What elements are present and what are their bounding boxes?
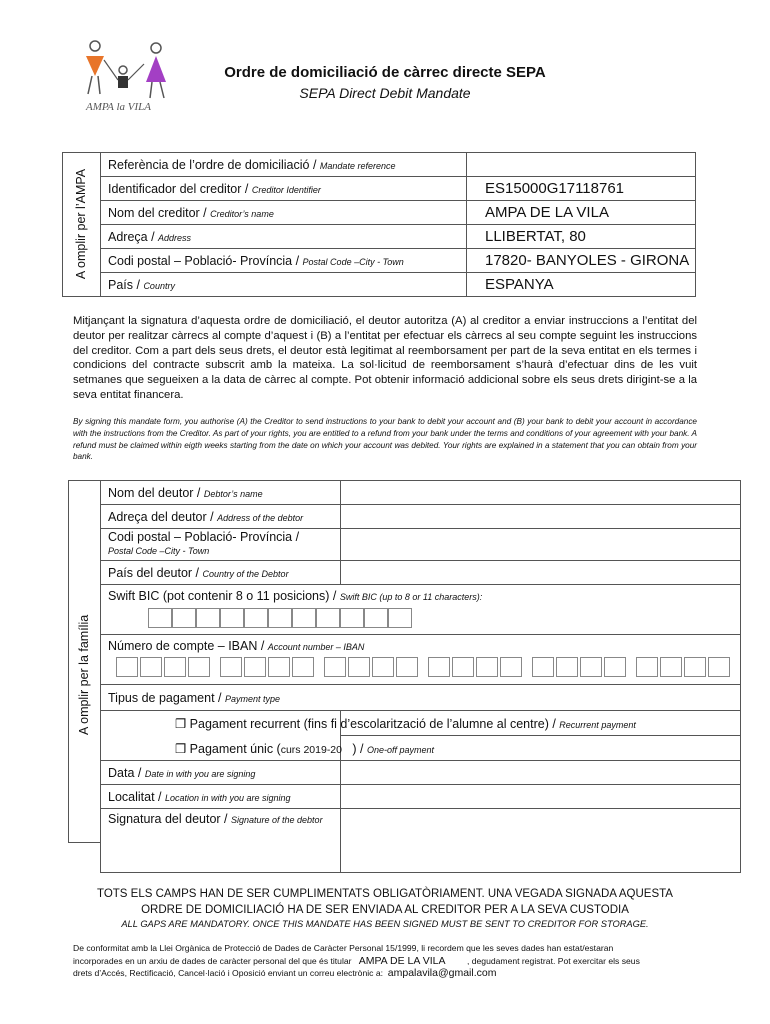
debtor-row-single [101, 736, 741, 761]
debtor-row-payment-type: Tipus de pagament / Payment type [101, 685, 741, 711]
swift-bic-boxes[interactable] [148, 608, 740, 628]
date-field[interactable] [341, 761, 741, 785]
creditor-name-value: AMPA DE LA VILA [485, 204, 609, 221]
page-title: Ordre de domiciliació de càrrec directe SEPA [224, 64, 546, 81]
debtor-side-label: A omplir per la família [77, 614, 91, 735]
mandate-text-ca: Mitjançant la signatura d’aquesta ordre de domiciliació, el deutor autoritza (A) al creditor a enviar instruccions a l’entitat del deutor per realitzar càrrecs al compte d’aquest i (B) a l’entitat per efectuar els càrrecs al seu compte seguint les instruccions del creditor. Com a part dels seus drets, el deutor està legitimat al reemborsament per part de la seva entitat en els termes i condicions del contracte subscrit amb la mateixa. La sol·licitud de reemborsament s’haurà d’efectuar dins de les vuit setmanes que segueixen a la data de càrrec al compte. Pot obtenir informació addicional sobre els seus drets dirigint-se a la seva entitat financera. [73, 315, 697, 401]
data-holder: AMPA DE LA VILA [358, 954, 446, 967]
debtor-name-field[interactable] [341, 481, 741, 505]
debtor-row-postal: Codi postal – Població- Província / Postal Code –City - Town [101, 529, 741, 561]
single-payment-option[interactable]: ❒ Pagament únic (curs 2019-20 ) / One-off payment [341, 736, 741, 761]
debtor-country-field[interactable] [341, 561, 741, 585]
creditor-row-identifier: Identificador del creditor / Creditor Identifier ES15000G17118761 [101, 177, 696, 201]
svg-text:AMPA la VILA: AMPA la VILA [86, 101, 151, 113]
creditor-row-mandate-reference: Referència de l’ordre de domiciliació / Mandate reference [101, 153, 696, 177]
creditor-row-country: País / Country ESPANYA [101, 273, 696, 297]
debtor-row-country: País del deutor / Country of the Debtor [101, 561, 741, 585]
debtor-row-signature: Signatura del deutor / Signature of the debtor [101, 809, 741, 873]
debtor-address-field[interactable] [341, 505, 741, 529]
creditor-identifier-value: ES15000G17118761 [485, 180, 625, 197]
iban-boxes[interactable] [116, 657, 740, 677]
debtor-row-address: Adreça del deutor / Address of the debtor [101, 505, 741, 529]
debtor-row-recurrent [101, 711, 741, 736]
creditor-table [100, 152, 696, 297]
debtor-row-swift: Swift BIC (pot contenir 8 o 11 posicions) / Swift BIC (up to 8 or 11 characters): [101, 585, 741, 635]
debtor-row-date: Data / Date in with you are signing [101, 761, 741, 785]
location-field[interactable] [341, 785, 741, 809]
page-subtitle: SEPA Direct Debit Mandate [299, 85, 471, 101]
footer-notice: TOTS ELS CAMPS HAN DE SER CUMPLIMENTATS OBLIGATÒRIAMENT. UNA VEGADA SIGNADA AQUESTA ORDRE DE DOMICILIACIÓ HA DE SER ENVIADA AL CREDITOR PER A LA SEVA CUSTODIA [97, 888, 673, 916]
debtor-row-location: Localitat / Location in with you are signing [101, 785, 741, 809]
creditor-country-value: ESPANYA [485, 276, 554, 293]
recurrent-payment-option[interactable]: ❒ Pagament recurrent (fins fi d’escolarització de l’alumne al centre) / Recurrent payment [341, 711, 741, 736]
contact-email: ampalavila@gmail.com [387, 967, 497, 979]
debtor-row-name: Nom del deutor / Debtor’s name [101, 481, 741, 505]
footer-notice-en: ALL GAPS ARE MANDATORY. ONCE THIS MANDATE HAS BEEN SIGNED MUST BE SENT TO CREDITOR FOR STORAGE. [121, 919, 649, 929]
creditor-postal-value: 17820- BANYOLES - GIRONA [485, 252, 690, 269]
mandate-text-en: By signing this mandate form, you authorise (A) the Creditor to send instructions to your bank to debit your account and (B) your bank to debit your account in accordance with the instructions from the Creditor. As part of your rights, you are entitled to a refund from your bank under the terms and conditions of your agreement with your bank. A refund must be claimed within eigth weeks starting from the date on which your account was debited. Your rights are explained in a statement that you can obtain from your bank. [73, 417, 697, 462]
single-payment-course: curs 2019-20 [280, 743, 342, 756]
creditor-row-postal: Codi postal – Població- Província / Postal Code –City - Town 17820- BANYOLES - GIRONA [101, 249, 696, 273]
debtor-table [100, 480, 741, 873]
signature-field[interactable] [341, 809, 741, 873]
data-protection-notice: De conformitat amb la Llei Orgànica de Protecció de Dades de Caràcter Personal 15/1999, li recordem que les seves dades han estat/estaran incorporades en un arxiu de dades de caràcter personal del que és titular AMPA DE LA VILA , degudament registrat. Pot exercitar els seus drets d’Accés, Rectificació, Cancel·lació i Oposició enviant un correu electrònic a: ampalavila@gmail.com [73, 943, 640, 979]
creditor-address-value: LLIBERTAT, 80 [485, 228, 586, 245]
creditor-row-name: Nom del creditor / Creditor’s name AMPA DE LA VILA [101, 201, 696, 225]
debtor-row-iban: Número de compte – IBAN / Account number – IBAN [101, 635, 741, 685]
debtor-postal-field[interactable] [341, 529, 741, 561]
creditor-row-address: Adreça / Address LLIBERTAT, 80 [101, 225, 696, 249]
mandate-reference-field[interactable] [467, 153, 696, 177]
creditor-side-label: A omplir per l’AMPA [74, 168, 88, 280]
